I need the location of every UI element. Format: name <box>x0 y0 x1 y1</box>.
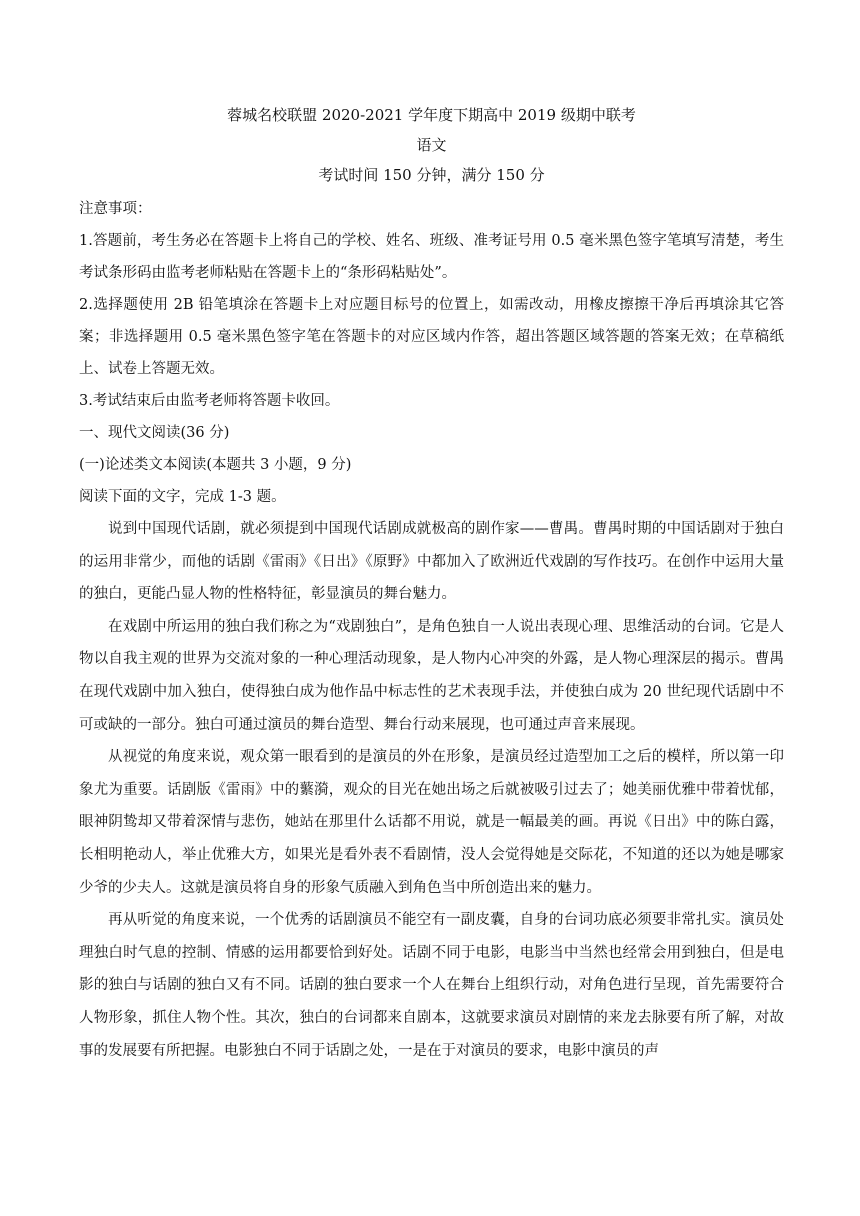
notice-item-1: 1.答题前，考生务必在答题卡上将自己的学校、姓名、班级、准考证号用 0.5 毫米黑色签字笔填写清楚，考生考试条形码由监考老师粘贴在答题卡上的“条形码粘贴处”。 <box>79 233 784 281</box>
notice-item-2: 2.选择题使用 2B 铅笔填涂在答题卡上对应题目标号的位置上，如需改动，用橡皮擦擦干净后再填涂其它答案；非选择题用 0.5 毫米黑色签字笔在答题卡的对应区域内作答，超出答题区域答题的答案无效；在草稿纸上、试卷上答题无效。 <box>79 297 784 377</box>
section-heading: 一、现代文阅读(36 分) <box>79 425 230 441</box>
notice-heading: 注意事项： <box>79 201 152 217</box>
passage-paragraph-2: 在戏剧中所运用的独白我们称之为“戏剧独白”，是角色独自一人说出表现心理、思维活动的台词。它是人物以自我主观的世界为交流对象的一种心理活动现象，是人物内心冲突的外露，是人物心理深层的揭示。曹禺在现代戏剧中加入独白，使得独白成为他作品中标志性的艺术表现手法，并使独白成为 20 世纪现代话剧中不可或缺的一部分。独白可通过演员的舞台造型、舞台行动来展现，也可通过声音来展现。 <box>79 618 784 733</box>
exam-time-info: 考试时间 150 分钟，满分 150 分 <box>318 166 545 184</box>
passage-paragraph-3: 从视觉的角度来说，观众第一眼看到的是演员的外在形象，是演员经过造型加工之后的模样，所以第一印象尤为重要。话剧版《雷雨》中的蘩漪，观众的目光在她出场之后就被吸引过去了；她美丽优雅中带着忧郁，眼神阴鸷却又带着深情与悲伤，她站在那里什么话都不用说，就是一幅最美的画。再说《日出》中的陈白露，长相明艳动人，举止优雅大方，如果光是看外表不看剧情，没人会觉得她是交际花，不知道的还以为她是哪家少爷的少夫人。这就是演员将自身的形象气质融入到角色当中所创造出来的魅力。 <box>79 749 784 896</box>
passage-paragraph-1: 说到中国现代话剧，就必须提到中国现代话剧成就极高的剧作家——曹禺。曹禺时期的中国话剧对于独白的运用非常少，而他的话剧《雷雨》《日出》《原野》中都加入了欧洲近代戏剧的写作技巧。在创作中运用大量的独白，更能凸显人物的性格特征，彰显演员的舞台魅力。 <box>79 521 784 603</box>
section-subheading: (一)论述类文本阅读(本题共 3 小题，9 分) <box>79 457 352 473</box>
passage-paragraph-4: 再从听觉的角度来说，一个优秀的话剧演员不能空有一副皮囊，自身的台词功底必须要非常扎实。演员处理独白时气息的控制、情感的运用都要恰到好处。话剧不同于电影，电影当中当然也经常会用到独白，但是电影的独白与话剧的独白又有不同。话剧的独白要求一个人在舞台上组织行动，对角色进行呈现，首先需要符合人物形象，抓住人物个性。其次，独白的台词都来自剧本，这就要求演员对剧情的来龙去脉要有所了解，对故事的发展要有所把握。电影独白不同于话剧之处，一是在于对演员的要求，电影中演员的声 <box>79 912 784 1059</box>
notice-item-3: 3.考试结束后由监考老师将答题卡收回。 <box>79 393 340 409</box>
exam-title: 蓉城名校联盟 2020-2021 学年度下期高中 2019 级期中联考 <box>227 106 636 124</box>
reading-instruction: 阅读下面的文字，完成 1-3 题。 <box>79 489 286 505</box>
subject-label: 语文 <box>416 136 447 154</box>
